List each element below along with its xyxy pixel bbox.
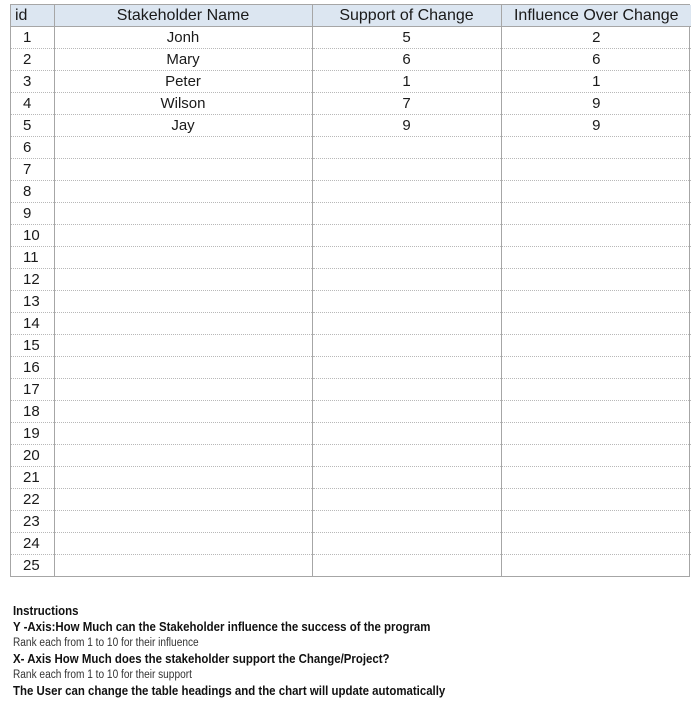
cell-stakeholder-name[interactable]: Jay: [54, 115, 312, 137]
cell-id[interactable]: 1: [11, 27, 54, 49]
cell-influence-over-change[interactable]: [501, 137, 691, 159]
cell-stakeholder-name[interactable]: [54, 269, 312, 291]
cell-id[interactable]: 20: [11, 445, 54, 467]
cell-support-of-change[interactable]: [312, 423, 501, 445]
cell-support-of-change[interactable]: [312, 533, 501, 555]
cell-influence-over-change[interactable]: [501, 313, 691, 335]
table-row: [11, 71, 691, 93]
cell-support-of-change[interactable]: [312, 445, 501, 467]
cell-influence-over-change[interactable]: 6: [501, 49, 691, 71]
cell-support-of-change[interactable]: [312, 511, 501, 533]
cell-support-of-change[interactable]: [312, 137, 501, 159]
cell-id[interactable]: 2: [11, 49, 54, 71]
instructions-x-rank: Rank each from 1 to 10 for their support: [13, 669, 192, 681]
cell-influence-over-change[interactable]: [501, 291, 691, 313]
cell-influence-over-change[interactable]: [501, 555, 691, 577]
cell-influence-over-change[interactable]: 9: [501, 115, 691, 137]
instructions-y-axis: Y -Axis:How Much can the Stakeholder influence the success of the program: [13, 619, 431, 634]
cell-support-of-change[interactable]: 1: [312, 71, 501, 93]
table-row: [11, 115, 691, 137]
table-row: [11, 467, 691, 489]
table-row: [11, 159, 691, 181]
cell-support-of-change[interactable]: [312, 401, 501, 423]
cell-id[interactable]: 13: [11, 291, 54, 313]
cell-stakeholder-name[interactable]: [54, 401, 312, 423]
table-row: [11, 93, 691, 115]
cell-influence-over-change[interactable]: [501, 247, 691, 269]
cell-influence-over-change[interactable]: [501, 159, 691, 181]
cell-stakeholder-name[interactable]: [54, 247, 312, 269]
cell-support-of-change[interactable]: [312, 291, 501, 313]
cell-stakeholder-name[interactable]: [54, 467, 312, 489]
cell-stakeholder-name[interactable]: Wilson: [54, 93, 312, 115]
table-row: [11, 423, 691, 445]
cell-support-of-change[interactable]: [312, 357, 501, 379]
instructions-note: The User can change the table headings and the chart will update automatically: [13, 683, 446, 698]
cell-stakeholder-name[interactable]: [54, 335, 312, 357]
cell-id[interactable]: 17: [11, 379, 54, 401]
table-row: [11, 357, 691, 379]
table-row: [11, 313, 691, 335]
cell-stakeholder-name[interactable]: [54, 357, 312, 379]
table-row: [11, 27, 691, 49]
cell-influence-over-change[interactable]: [501, 203, 691, 225]
cell-id[interactable]: 22: [11, 489, 54, 511]
cell-influence-over-change[interactable]: 1: [501, 71, 691, 93]
cell-support-of-change[interactable]: 7: [312, 93, 501, 115]
stakeholder-table: [11, 5, 691, 576]
cell-influence-over-change[interactable]: [501, 423, 691, 445]
cell-support-of-change[interactable]: [312, 181, 501, 203]
instructions-y-rank: Rank each from 1 to 10 for their influence: [13, 637, 199, 649]
cell-influence-over-change[interactable]: [501, 533, 691, 555]
cell-id[interactable]: 25: [11, 555, 54, 577]
cell-stakeholder-name[interactable]: [54, 137, 312, 159]
cell-stakeholder-name[interactable]: Jonh: [54, 27, 312, 49]
cell-id[interactable]: 15: [11, 335, 54, 357]
cell-influence-over-change[interactable]: [501, 445, 691, 467]
cell-stakeholder-name[interactable]: Mary: [54, 49, 312, 71]
table-row: [11, 181, 691, 203]
cell-influence-over-change[interactable]: [501, 335, 691, 357]
cell-id[interactable]: 4: [11, 93, 54, 115]
table-row: [11, 533, 691, 555]
cell-stakeholder-name[interactable]: [54, 489, 312, 511]
cell-stakeholder-name[interactable]: [54, 445, 312, 467]
cell-id[interactable]: 10: [11, 225, 54, 247]
cell-id[interactable]: 24: [11, 533, 54, 555]
cell-influence-over-change[interactable]: [501, 181, 691, 203]
cell-support-of-change[interactable]: [312, 489, 501, 511]
cell-influence-over-change[interactable]: [501, 467, 691, 489]
cell-stakeholder-name[interactable]: [54, 313, 312, 335]
table-row: [11, 401, 691, 423]
cell-id[interactable]: 16: [11, 357, 54, 379]
cell-stakeholder-name[interactable]: [54, 423, 312, 445]
cell-id[interactable]: 5: [11, 115, 54, 137]
cell-support-of-change[interactable]: 5: [312, 27, 501, 49]
cell-support-of-change[interactable]: [312, 379, 501, 401]
table-row: [11, 49, 691, 71]
header-stakeholder-name[interactable]: Stakeholder Name: [54, 5, 312, 27]
cell-stakeholder-name[interactable]: [54, 225, 312, 247]
cell-support-of-change[interactable]: 9: [312, 115, 501, 137]
cell-influence-over-change[interactable]: [501, 401, 691, 423]
cell-influence-over-change[interactable]: 2: [501, 27, 691, 49]
cell-influence-over-change[interactable]: 9: [501, 93, 691, 115]
table-header-row: [11, 5, 691, 27]
cell-id[interactable]: 6: [11, 137, 54, 159]
cell-support-of-change[interactable]: [312, 203, 501, 225]
cell-support-of-change[interactable]: [312, 467, 501, 489]
table-row: [11, 489, 691, 511]
cell-support-of-change[interactable]: [312, 313, 501, 335]
cell-support-of-change[interactable]: [312, 335, 501, 357]
header-id[interactable]: id: [11, 5, 54, 27]
cell-influence-over-change[interactable]: [501, 379, 691, 401]
cell-id[interactable]: 9: [11, 203, 54, 225]
cell-id[interactable]: 14: [11, 313, 54, 335]
cell-influence-over-change[interactable]: [501, 511, 691, 533]
cell-stakeholder-name[interactable]: [54, 533, 312, 555]
table-row: [11, 203, 691, 225]
cell-stakeholder-name[interactable]: [54, 203, 312, 225]
cell-influence-over-change[interactable]: [501, 269, 691, 291]
instructions-title: Instructions: [13, 603, 79, 618]
table-body: [11, 27, 691, 577]
cell-stakeholder-name[interactable]: Peter: [54, 71, 312, 93]
instructions-panel: [13, 603, 603, 699]
table-row: [11, 269, 691, 291]
cell-stakeholder-name[interactable]: [54, 511, 312, 533]
cell-support-of-change[interactable]: [312, 247, 501, 269]
cell-stakeholder-name[interactable]: [54, 379, 312, 401]
cell-influence-over-change[interactable]: [501, 489, 691, 511]
table-row: [11, 379, 691, 401]
table-row: [11, 225, 691, 247]
cell-id[interactable]: 11: [11, 247, 54, 269]
cell-id[interactable]: 8: [11, 181, 54, 203]
cell-stakeholder-name[interactable]: [54, 555, 312, 577]
cell-id[interactable]: 19: [11, 423, 54, 445]
cell-influence-over-change[interactable]: [501, 357, 691, 379]
cell-support-of-change[interactable]: 6: [312, 49, 501, 71]
table-row: [11, 511, 691, 533]
cell-support-of-change[interactable]: [312, 555, 501, 577]
cell-support-of-change[interactable]: [312, 269, 501, 291]
header-influence-over-change[interactable]: Influence Over Change: [501, 5, 691, 27]
table-row: [11, 137, 691, 159]
cell-influence-over-change[interactable]: [501, 225, 691, 247]
table-row: [11, 555, 691, 577]
cell-id[interactable]: 23: [11, 511, 54, 533]
cell-id[interactable]: 3: [11, 71, 54, 93]
cell-id[interactable]: 7: [11, 159, 54, 181]
cell-stakeholder-name[interactable]: [54, 181, 312, 203]
stakeholder-table-container: [10, 4, 690, 577]
cell-support-of-change[interactable]: [312, 159, 501, 181]
cell-stakeholder-name[interactable]: [54, 159, 312, 181]
cell-stakeholder-name[interactable]: [54, 291, 312, 313]
cell-support-of-change[interactable]: [312, 225, 501, 247]
cell-id[interactable]: 21: [11, 467, 54, 489]
table-row: [11, 247, 691, 269]
table-row: [11, 335, 691, 357]
cell-id[interactable]: 18: [11, 401, 54, 423]
cell-id[interactable]: 12: [11, 269, 54, 291]
table-row: [11, 445, 691, 467]
instructions-x-axis: X- Axis How Much does the stakeholder support the Change/Project?: [13, 651, 390, 666]
table-row: [11, 291, 691, 313]
header-support-of-change[interactable]: Support of Change: [312, 5, 501, 27]
